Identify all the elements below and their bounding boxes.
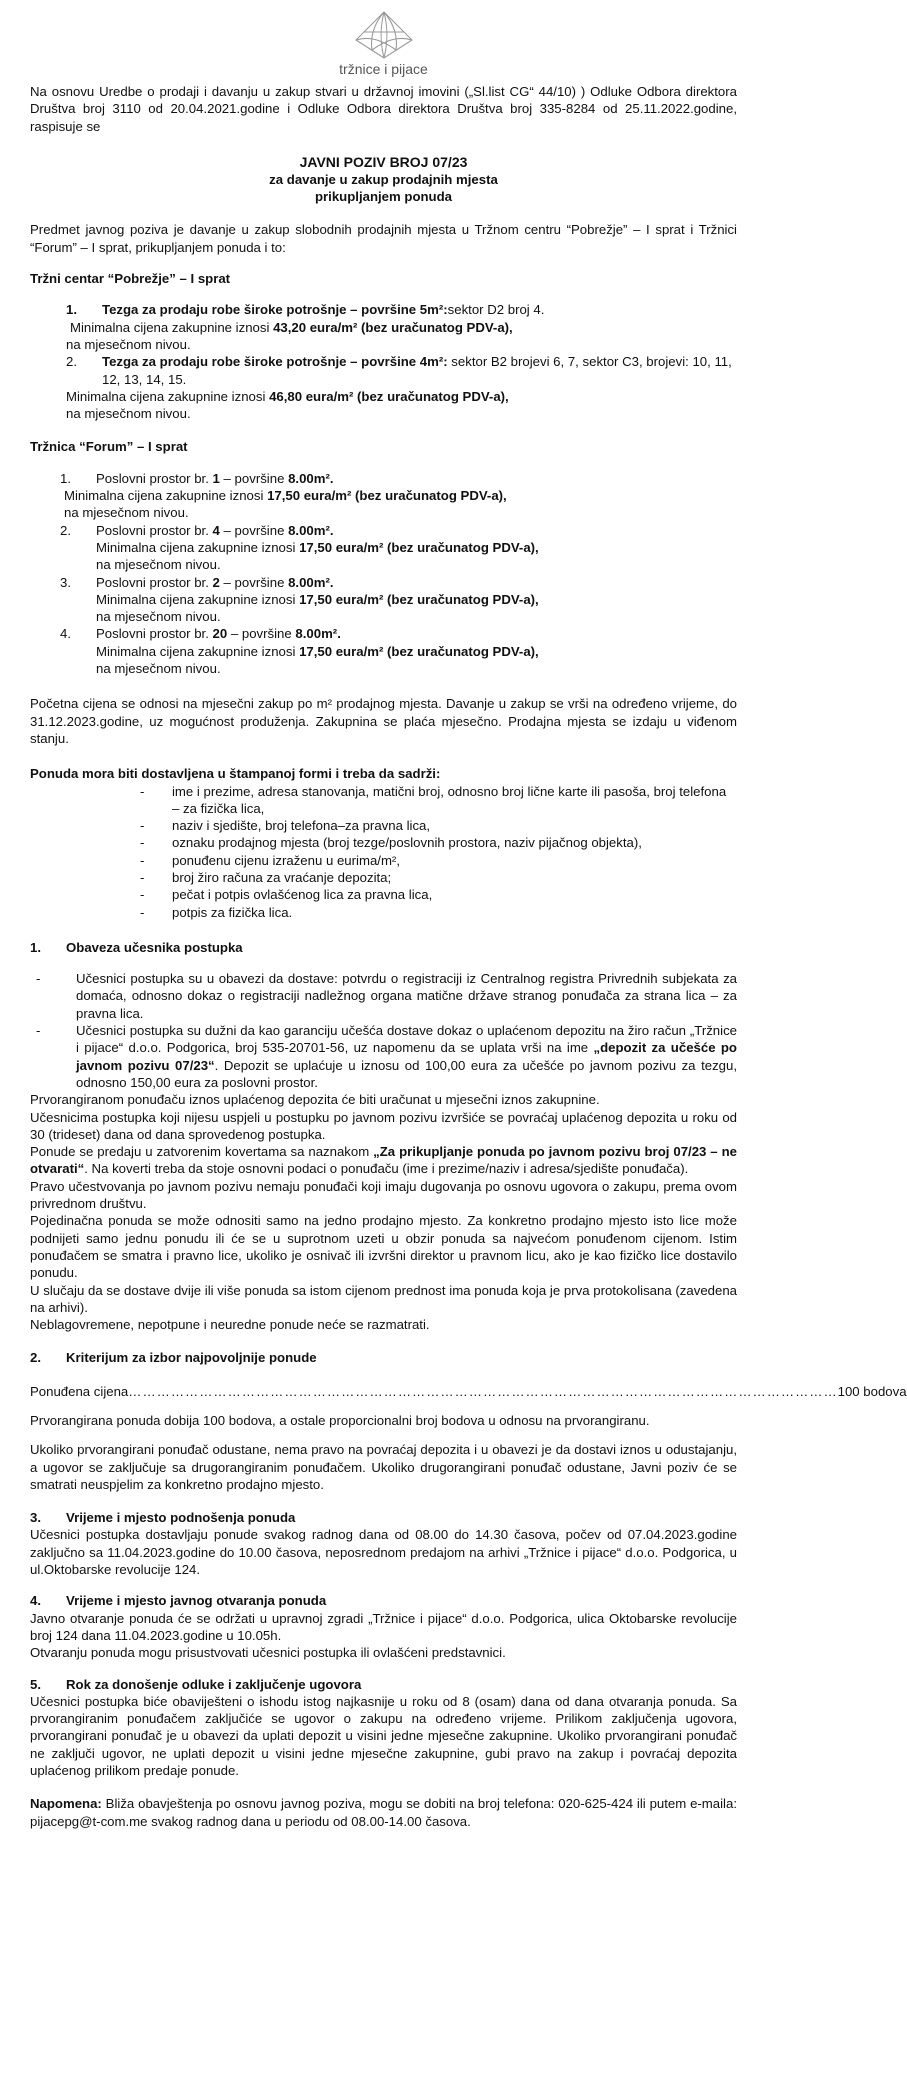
company-logo	[30, 10, 737, 77]
min-price-line: Minimalna cijena zakupnine iznosi 17,50 eura/m² (bez uračunatog PDV-a),	[96, 643, 539, 659]
list-item: - Učesnici postupka su u obavezi da dostave: potvrdu o registraciji iz Centralnog registra Privrednih subjekata za domaća, odnosno dokaz o registraciji nadležnog organa matične države stranog ponuđača za strana lica – za pravna lica.	[36, 971, 737, 1021]
monthly-note: na mjesečnom nivou.	[66, 406, 191, 422]
monthly-note: na mjesečnom nivou.	[96, 557, 221, 573]
logo-brand-text: tržnice i pijace	[339, 61, 428, 77]
list-item: 2. Poslovni prostor br. 4 – površine 8.00m².	[60, 522, 334, 538]
list-item: 3. Poslovni prostor br. 2 – površine 8.00m².	[60, 574, 334, 590]
intro-paragraph: Na osnovu Uredbe o prodaji i davanju u zakup stvari u državnoj imovini („Sl.list CG“ 44/10) ) Odluke Odbora direktora Društva broj 3110 od 20.04.2021.godine i Odluke Odbora direktora Društva broj 335-8284 od 25.11.2022.godine, raspisuje se	[30, 84, 737, 134]
section-1-paragraph: Učesnicima postupka koji nijesu uspjeli u postupku po javnom pozivu izvršiće se povraćaj uplaćenog depozita u roku od 30 (trideset) dana od dana sprovedenog postupka.	[30, 1109, 737, 1142]
note-paragraph: Napomena: Bliža obavještenja po osnovu javnog poziva, mogu se dobiti na broj telefona: 020-625-424 ili putem e-maila: pijacepg@t-com.me svakog radnog dana u periodu od 08.00-14.00 časova.	[30, 1796, 737, 1829]
min-price-line: Minimalna cijena zakupnine iznosi 17,50 eura/m² (bez uračunatog PDV-a),	[96, 591, 539, 607]
list-item: - pečat i potpis ovlašćenog lica za pravna lica,	[140, 887, 433, 903]
item-title: Tezga za prodaju robe široke potrošnje – površine 4m²:	[102, 354, 448, 370]
diamond-logo-icon	[352, 10, 416, 60]
section-2-paragraph: Ukoliko prvorangirani ponuđač odustane, nema pravo na povraćaj depozita i u obavezi je da dostavi iznos u odustajanju, a ugovor se zaključuje sa drugorangiranim ponuđačem. Ukoliko drugorangirani ponuđač odustane, Javni poziv će se smatrati neuspjelim za konkretno prodajno mjesto.	[30, 1442, 737, 1492]
obligations-list	[30, 970, 737, 1091]
offer-heading: Ponuda mora biti dostavljena u štampanoj formi i treba da sadrži:	[30, 766, 441, 782]
monthly-note: na mjesečnom nivou.	[96, 661, 221, 677]
min-price-line: Minimalna cijena zakupnine iznosi 46,80 eura/m² (bez uračunatog PDV-a),	[66, 388, 509, 404]
pobrezje-list	[30, 301, 737, 422]
pobrezje-heading: Tržni centar “Pobrežje” – I sprat	[30, 271, 231, 287]
deposit-reference: „depozit za učešće po javnom pozivu 07/23“	[76, 1040, 737, 1073]
notice-subtitle-1: za davanje u zakup prodajnih mjesta	[269, 171, 498, 187]
section-4-title: 4. Vrijeme i mjesto javnog otvaranja ponuda	[30, 1593, 327, 1609]
section-3-title: 3. Vrijeme i mjesto podnošenja ponuda	[30, 1510, 296, 1526]
list-item: - ponuđenu cijenu izraženu u eurima/m²,	[140, 852, 400, 868]
section-4-paragraph: Javno otvaranje ponuda će se održati u upravnoj zgradi „Tržnice i pijace“ d.o.o. Podgorica, ulica Oktobarske revolucije broj 124 dana 11.04.2023.godine u 10.05h.	[30, 1610, 737, 1643]
price-note-paragraph: Početna cijena se odnosi na mjesečni zakup po m² prodajnog mjesta. Davanje u zakup se vrši na određeno vrijeme, do 31.12.2023.godine, uz mogućnost produženja. Zakupnina se plaća mjesečno. Prodajna mjesta se izdaju u viđenom stanju.	[30, 696, 737, 746]
list-item: - Učesnici postupka su dužni da kao garanciju učešća dostave dokaz o uplaćenom depozitu na žiro račun „Tržnice i pijace“ d.o.o. Podgorica, broj 535-20701-56, uz napomenu da se uplata vrši na ime „depozit za učešće po javnom pozivu 07/23“. Depozit se uplaćuje u iznosu od 100,00 eura za učešće po javnom pozivu za tezgu, odnosno 150,00 eura za poslovni prostor.	[36, 1023, 737, 1090]
min-price-line: Minimalna cijena zakupnine iznosi 43,20 eura/m² (bez uračunatog PDV-a),	[70, 319, 513, 335]
list-item: - potpis za fizička lica.	[140, 904, 293, 920]
section-2-title: 2. Kriterijum za izbor najpovoljnije ponude	[30, 1350, 317, 1366]
item-number: 3.	[60, 574, 71, 590]
list-item	[66, 301, 737, 318]
item-number: 2.	[66, 354, 77, 370]
section-5-paragraph: Učesnici postupka biće obaviješteni o ishodu istog najkasnije u roku od 8 (osam) dana od dana otvaranja ponuda. Sa prvorangiranim ponuđačem zaključiće se ugovor o zakupu na određeno vrijeme. Prilikom zaključenja ugovora, prvorangirani ponuđač je u obavezi da uplati depozit u visini jedne mjesečne zakupnine. Ukoliko prvorangirani ponuđač ne zaključi ugovor, ne uplati depozit u visini jedne mjesečne zakupnine, gubi pravo na zakup i povraćaj depozita uplaćenog prilikom predaje ponude.	[30, 1693, 737, 1779]
forum-heading: Tržnica “Forum” – I sprat	[30, 439, 188, 455]
item-detail: sektor B2 brojevi 6, 7, sektor C3, brojevi: 10, 11, 12, 13, 14, 15.	[102, 354, 732, 387]
notice-title: JAVNI POZIV BROJ 07/23	[299, 153, 468, 170]
section-1-paragraph: Prvorangiranom ponuđaču iznos uplaćenog depozita će biti uračunat u mjesečni iznos zakupnine.	[30, 1092, 600, 1108]
note-label: Napomena:	[30, 1796, 102, 1812]
monthly-note: na mjesečnom nivou.	[64, 505, 189, 521]
offer-requirements-list	[30, 783, 737, 921]
min-price-value: 17,50 eura/m² (bez uračunatog PDV-a),	[299, 591, 539, 607]
list-item: - broj žiro računa za vraćanje depozita;	[140, 869, 392, 885]
section-1-paragraph: Pravo učestvovanja po javnom pozivu nemaju ponuđači koji imaju dugovanja po osnovu ugovora o zakupu, prema ovom privrednom društvu.	[30, 1178, 737, 1212]
section-1-paragraph: U slučaju da se dostave dvije ili više ponuda sa istom cijenom prednost ima ponuda koja je prva protokolisana (zavedena na arhivi).	[30, 1282, 737, 1315]
item-title: Tezga za prodaju robe široke potrošnje – površine 5m²:	[102, 302, 448, 318]
section-1-paragraph: Ponude se predaju u zatvorenim kovertama sa naznakom „Za prikupljanje ponuda po javnom pozivu broj 07/23 – ne otvarati“. Na koverti treba da stoje osnovni podaci o ponuđaču (ime i prezime/naziv i adresa/sjedište ponuđača).	[30, 1144, 737, 1177]
list-item: 4. Poslovni prostor br. 20 – površine 8.00m².	[60, 626, 341, 642]
subject-paragraph: Predmet javnog poziva je davanje u zakup slobodnih prodajnih mjesta u Tržnom centru “Pobrežje” – I sprat i Tržnici “Forum” – I sprat, prikupljanjem ponuda i to:	[30, 222, 737, 255]
min-price-value: 17,50 eura/m² (bez uračunatog PDV-a),	[299, 539, 539, 555]
points-value: 100 bodova	[837, 1383, 907, 1399]
list-item: 1. Poslovni prostor br. 1 – površine 8.00m².	[60, 470, 334, 486]
min-price-value: 17,50 eura/m² (bez uračunatog PDV-a),	[299, 643, 539, 659]
section-1-paragraph: Pojedinačna ponuda se može odnositi samo na jedno prodajno mjesto. Za konkretno prodajno mjesto isto lice može podnijeti samo jednu ponudu ili će se u suprotnom uzeti u obzir ponuda sa najvećom ponuđenom cijenom. Istim ponuđačem se smatra i pravno lice, ukoliko je osnivač ili izvršni direktor u pravnom licu, ako je kao fizičko lice dostavilo ponudu.	[30, 1213, 737, 1281]
list-item: - oznaku prodajnog mjesta (broj tezge/poslovnih prostora, naziv pijačnog objekta),	[140, 835, 642, 851]
section-1-title: 1. Obaveza učesnika postupka	[30, 939, 243, 955]
section-5-title: 5. Rok za donošenje odluke i zaključenje ugovora	[30, 1676, 362, 1692]
monthly-note: na mjesečnom nivou.	[66, 336, 191, 352]
notice-subtitle-2: prikupljanjem ponuda	[314, 189, 452, 205]
min-price-value: 46,80 eura/m² (bez uračunatog PDV-a),	[269, 388, 509, 404]
list-item: - ime i prezime, adresa stanovanja, matični broj, odnosno broj lične karte ili pasoša, broj telefona – za fizička lica,	[140, 783, 727, 816]
min-price-value: 17,50 eura/m² (bez uračunatog PDV-a),	[267, 488, 507, 504]
section-1-paragraph: Neblagovremene, nepotpune i neuredne ponude neće se razmatrati.	[30, 1317, 430, 1333]
item-number: 4.	[60, 626, 71, 642]
min-price-line: Minimalna cijena zakupnine iznosi 17,50 eura/m² (bez uračunatog PDV-a),	[64, 488, 507, 504]
monthly-note: na mjesečnom nivou.	[96, 609, 221, 625]
section-4-paragraph: Otvaranju ponuda mogu prisustvovati učesnici postupka ili ovlašćeni predstavnici.	[30, 1645, 506, 1661]
list-item	[66, 353, 737, 388]
section-2-paragraph: Prvorangirana ponuda dobija 100 bodova, a ostale proporcionalni broj bodova u odnosu na prvorangiranu.	[30, 1413, 650, 1428]
min-price-value: 43,20 eura/m² (bez uračunatog PDV-a),	[273, 319, 513, 335]
envelope-label: „Za prikupljanje ponuda po javnom pozivu broj 07/23 – ne otvarati“	[30, 1144, 737, 1177]
item-number: 2.	[60, 522, 71, 538]
min-price-line: Minimalna cijena zakupnine iznosi 17,50 eura/m² (bez uračunatog PDV-a),	[96, 539, 539, 555]
item-detail: sektor D2 broj 4.	[447, 302, 545, 318]
forum-list	[30, 470, 737, 678]
item-number: 1.	[66, 302, 77, 318]
offered-price-line: Ponuđena cijena …………………………………………………………………………………………………………………………………… 100 bodova	[30, 1383, 907, 1399]
item-number: 1.	[60, 470, 71, 486]
list-item: - naziv i sjedište, broj telefona–za pravna lica,	[140, 818, 431, 834]
section-3-paragraph: Učesnici postupka dostavljaju ponude svakog radnog dana od 08.00 do 14.30 časova, počev od 07.04.2023.godine zaključno sa 11.04.2023.godine do 10.00 časova, neposrednom predajom na arhivi „Tržnice i pijace“ d.o.o. Podgorica, u ul.Oktobarske revolucije 124.	[30, 1527, 737, 1578]
